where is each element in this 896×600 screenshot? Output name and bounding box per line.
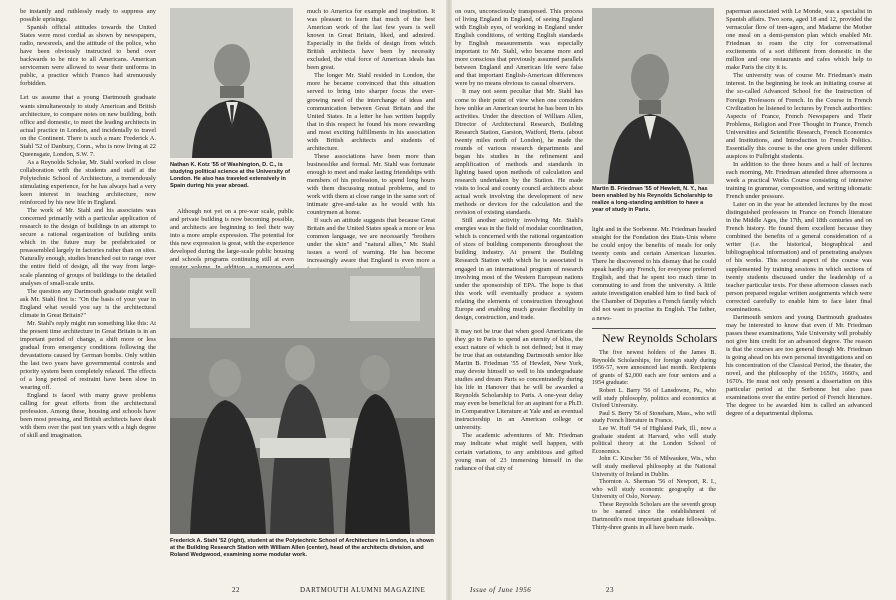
right-col-6	[726, 8, 872, 578]
portrait-image	[592, 8, 714, 184]
scholar-entry: Thornton A. Sherman '56 of Newport, R. I., who will study economic geography at the University of Oslo, Norway.	[592, 479, 716, 501]
article-paragraph: The university was of course Mr. Friedman's main interest. In the beginning he took an initiating course at the so-called Advanced School for the Instruction of Foreign Professors of French. In the Course in French Civilization he listened to lectures by French authorities: Aspects of France, French Newspapers and Their Problems, Religion and Free Thought in France, French Universities and Scientific Research, French Economics and Institutions, and Introduction to French Politics. Essentially this course is the one given under different auspices to Fulbright students.	[726, 72, 872, 160]
issue-date: June 1956	[497, 586, 532, 594]
scholar-entry: Robert L. Barry '56 of Lansdowne, Pa., who will study philosophy, politics and economics at Oxford University.	[592, 387, 716, 410]
article-paragraph: Let us assume that a young Dartmouth graduate wants simultaneously to study American and British architecture, to compare notes on new building, both office and domestic, to meet the leading architects in actual practice in London, and incidentally to travel on the Continent. There is such a man: Frederick A. Stahl '52 of Danbury, Conn., who is now living at 22 Queensgate, London, S.W. 7.	[20, 94, 156, 158]
photo-caption: Martin B. Friedman '55 of Hewlett, N. Y., has been enabled by his Reynolds Scholarship to realize a long-standing ambition to have a year of study in Paris.	[592, 186, 713, 213]
scholars-heading: New Reynolds Scholars	[602, 331, 718, 345]
article-paragraph: In addition to the three hours and a half of lectures each morning, Mr. Friedman attended three afternoons a week a practical Works Course consisting of intensive training in grammar, composition, and writing idiomatic French under pressure.	[726, 160, 872, 201]
article-paragraph: The work of Mr. Stahl and his associates was concerned primarily with a particular application of research to the design of buildings in an attempt to secure a rational organization of building units which in the future may be prefabricated or preassembled largely in factories rather than on sites. Naturally enough, studies branched out to range over the entire field of design, all the way from large-scale planning of groups of buildings to the detailed analyses of small-scale units.	[20, 207, 156, 287]
article-paragraph: Mr. Stahl's reply might run something like this: At the present time architecture in Great Britain is in an important period of change, a shift more or less gradual from emergency conditions following the devastations caused by German bombs. Only within the last two years have governmental controls and priority system been completely relaxed. The effects of a long period of restraint have been slow in wearing off.	[20, 319, 156, 392]
right-col-5	[592, 226, 716, 324]
issue-line	[470, 586, 531, 594]
issue-prefix: Issue of	[470, 586, 498, 594]
page-number: 22	[232, 586, 240, 594]
scholars-list	[592, 350, 716, 572]
left-col-3	[307, 8, 435, 264]
article-paragraph: on ours, unconsciously transposed. This process of living England in England, of seeing England with English eyes, of working in England under English conditions, of writing English standards by English measurements was especially important to Mr. Stahl, who became more and more conscious that previously assumed parallels between England and American life were false and that important English-American differences were by no means obvious to casual observers.	[455, 8, 583, 88]
article-paragraph: As a Reynolds Scholar, Mr. Stahl worked in close collaboration with the students and staff at the Polytechnic School of Architecture, a tremendously stimulating experience, for he has always had a very keen interest in teaching architecture, now reinforced by his new life in England.	[20, 158, 156, 207]
article-paragraph: The academic adventures of Mr. Friedman may indicate what might well happen, with certain variations, to any ambitious and gifted young man of 23 immersing himself in the radiance of that city of	[455, 432, 583, 472]
page-number: 23	[606, 586, 614, 594]
page-gutter	[446, 0, 452, 600]
running-title: DARTMOUTH ALUMNI MAGAZINE	[300, 586, 426, 594]
scholars-paragraph: These Reynolds Scholars are the seventh group to be named since the establishment of Dartmouth's most important graduate fellowships. Thirty-three grants in all have been made.	[592, 501, 716, 531]
left-col-1	[20, 8, 156, 578]
article-paragraph: Later on in the year he attended lectures by the most distinguished professors in France on French literature in the Middle Ages, the 17th, and 18th centuries and on French history. He found them excellent because they combined the benefits of a general consideration of a writer (i.e. the historical, biographical and bibliographical information) and of penetrating analyses of his works. This second aspect of the course was supplemented by training sessions in which sections of twenty students discussed under the leadership of a teacher particular texts. For these afternoon classes each person prepared regular written assignments which were corrected carefully to enable him to face later final examinations.	[726, 201, 872, 313]
left-col-2	[170, 208, 294, 264]
group-photo-image	[170, 268, 435, 534]
article-paragraph: Still another activity involving Mr. Stahl's energies was in the field of modular coordination, which is concerned with the rational organization of sizes of building components throughout the building industry. At present the Building Research Station with which he is associated is engaged in an international program of research involving most of the Western European nations under the sponsorship of EPA. The hope is that this work will eventually produce a system relating the elements of construction throughout Europe and enabling much greater flexibility in design, construction, and trade.	[455, 217, 583, 321]
article-paragraph: paperman associated with Le Monde, was a specialist in Spanish affairs. Two sons, aged 18 and 12, provided the vernacular flow of teen-agers, and Madame the Mother one meal on a demi-pension plan which enabled Mr. Friedman to roam the city for conversational excitements of a sort different from domestic in the million and one restaurants and cafes which help to make Paris the city it is.	[726, 8, 872, 72]
portrait-image	[170, 8, 293, 158]
section-rule	[592, 328, 716, 329]
scholars-paragraph: The five newest holders of the James B. Reynolds Scholarships, for foreign study during 1956-57, were announced last month. Recipients of grants of $2,000 each are four seniors and a 1954 graduate:	[592, 350, 716, 387]
article-paragraph: The question any Dartmouth graduate might well ask Mr. Stahl first is: "On the basis of your year in England what would you say is the architectural climate in Great Britain?"	[20, 287, 156, 319]
article-paragraph: It may not be true that when good Americans die they go to Paris to spend an eternity of bliss, the exact nature of which is not defined; but it may be true that an outstanding Dartmouth senior like Martin B. Friedman '55 of Hewlett, New York, may devote himself so well to his undergraduate studies and dream Paris so concentratedly during his life in Hanover that he will be awarded a Reynolds Scholarship to Paris. A one-year delay may even be beneficial for an aspirant for a Ph.D. in Comparative Literature at Yale and an eventual instructorship in an American college or university.	[455, 327, 583, 432]
article-paragraph: much to America for example and inspiration. It was pleasant to learn that much of the best American work of the last few years is well known in Great Britain, liked, and admired. Especially in the fields of design from which British architects have been by necessity excluded, the vital force of American ideals has been great.	[307, 8, 435, 72]
photo-stahl-building-research	[170, 268, 435, 534]
scholar-entry: Lee W. Huff '54 of Highland Park, Ill., now a graduate student at Harvard, who will study political theory at the London School of Economics.	[592, 425, 716, 455]
article-paragraph: be instantly and ruthlessly ready to suppress any possible uprisings.	[20, 8, 156, 24]
photo-caption: Nathan K. Kotz '55 of Washington, D. C., is studying political science at the University of London. He also has traveled extensively in Spain during his year abroad.	[170, 162, 290, 189]
scholar-entry: Paul S. Berry '56 of Stoneham, Mass., who will study French literature in France.	[592, 410, 716, 425]
right-col-4	[455, 8, 583, 578]
photo-caption: Frederick A. Stahl '52 (right), student at the Polytechnic School of Architecture in London, is shown at the Building Research Station with William Allen (center), head of the architects division, and Roland Wedgwood, examining some modular work.	[170, 538, 434, 558]
article-paragraph: Spanish official attitudes towards the United States were most cordial as shown by newspapers, radio, newsreels, and the attitude of the police, who have been obviously instructed to bend over backwards to be nice to all Americans. American servicemen were allowed to wear their uniforms in public, a practice which Franco had strenuously forbidden.	[20, 24, 156, 88]
article-paragraph: These associations have been more than businesslike and formal. Mr. Stahl was fortunate enough to meet and make lasting friendships with members of his profession, to spend long hours with them discussing mutual problems, and to work with them at close range in the same sort of intimate give-and-take as he would with his countrymen at home.	[307, 152, 435, 217]
article-paragraph: Although not yet on a pre-war scale, public and private building is now becoming possible, and architects are beginning to feel their way into a more ample expression. The potential for this new expression is great, with the experience developed during the large-scale public housing and schools programs continuing still at even	[170, 208, 294, 264]
article-paragraph: England is faced with many grave problems calling for great efforts from the architectural profession. Among these, housing and schools have been most pressing, and British architects have dealt with them over the past ten years with a high degree of skill and imagination.	[20, 392, 156, 440]
article-paragraph: If such an attitude suggests that because Great Britain and the United States speak a more or less common language, we are necessarily "brothers under the skin" and "natural allies," Mr. Stahl issues a word of warning. He has become increasingly aware that England is even more a	[307, 217, 435, 265]
article-paragraph: light and in the Sorbonne. Mr. Friedman headed straight for the Fondation des Etats-Unis where he could enjoy the benefits of meals for only twenty cents and certain American luxuries. There he discovered to his dismay that he could speak hardly any French, for everyone preferred English, and that he spent too much time in commuting to and from the university. A little astute investigation enabled him to find back of the Chamber of Deputies a French family which did not want to practise its English. The father, a news-	[592, 226, 716, 322]
photo-nathan-kotz	[170, 8, 293, 158]
scholar-entry: John C. Kirscher '56 of Milwaukee, Wis., who will study medieval philosophy at the National University of Ireland in Dublin.	[592, 456, 716, 478]
article-paragraph: The longer Mr. Stahl resided in London, the more he became convinced that this situation served to bring into sharper focus the ever-growing need of the interchange of ideas and communication between Great Britain and the United States. In a letter he has written happily that in this respect he found his more rewarding and most exciting fulfillments in his association with British architects and students of architecture.	[307, 72, 435, 152]
article-paragraph: Dartmouth seniors and young Dartmouth graduates may be interested to know that even if Mr. Friedman passes these examinations, Yale University will probably not give him credit for an advanced degree. The reason is that the courses are too general though Mr. Friedman is going ahead on his own personal investigations and on his concentration of the Classical Period, the theater, the novel, and the philosophy of the 1650's, 1660's, and 1670's. He must not only present a dissertation on this particular period at the Sorbonne but also pass examinations over the entire period of French literature. The degree to be awarded him is called an advanced degree of a departmental diploma.	[726, 313, 872, 418]
article-paragraph: It may not seem peculiar that Mr. Stahl has come to their point of view when one considers how unlike an American tourist he has been in his activities. Under the direction of William Allen, Director of Architectural Research, Building Research Station, Garston, Watford, Herts. (about twenty miles north of London), he made the rounds of various research departments and began his studies in the refinement and amplification of methods and standards in lighting based upon methods of calculation and research undertaken by the Station. He made visits to local and county council architects about actual work involving the development of new methods or devices for the calculation and the revision of existing standards.	[455, 88, 583, 217]
photo-martin-friedman	[592, 8, 714, 184]
